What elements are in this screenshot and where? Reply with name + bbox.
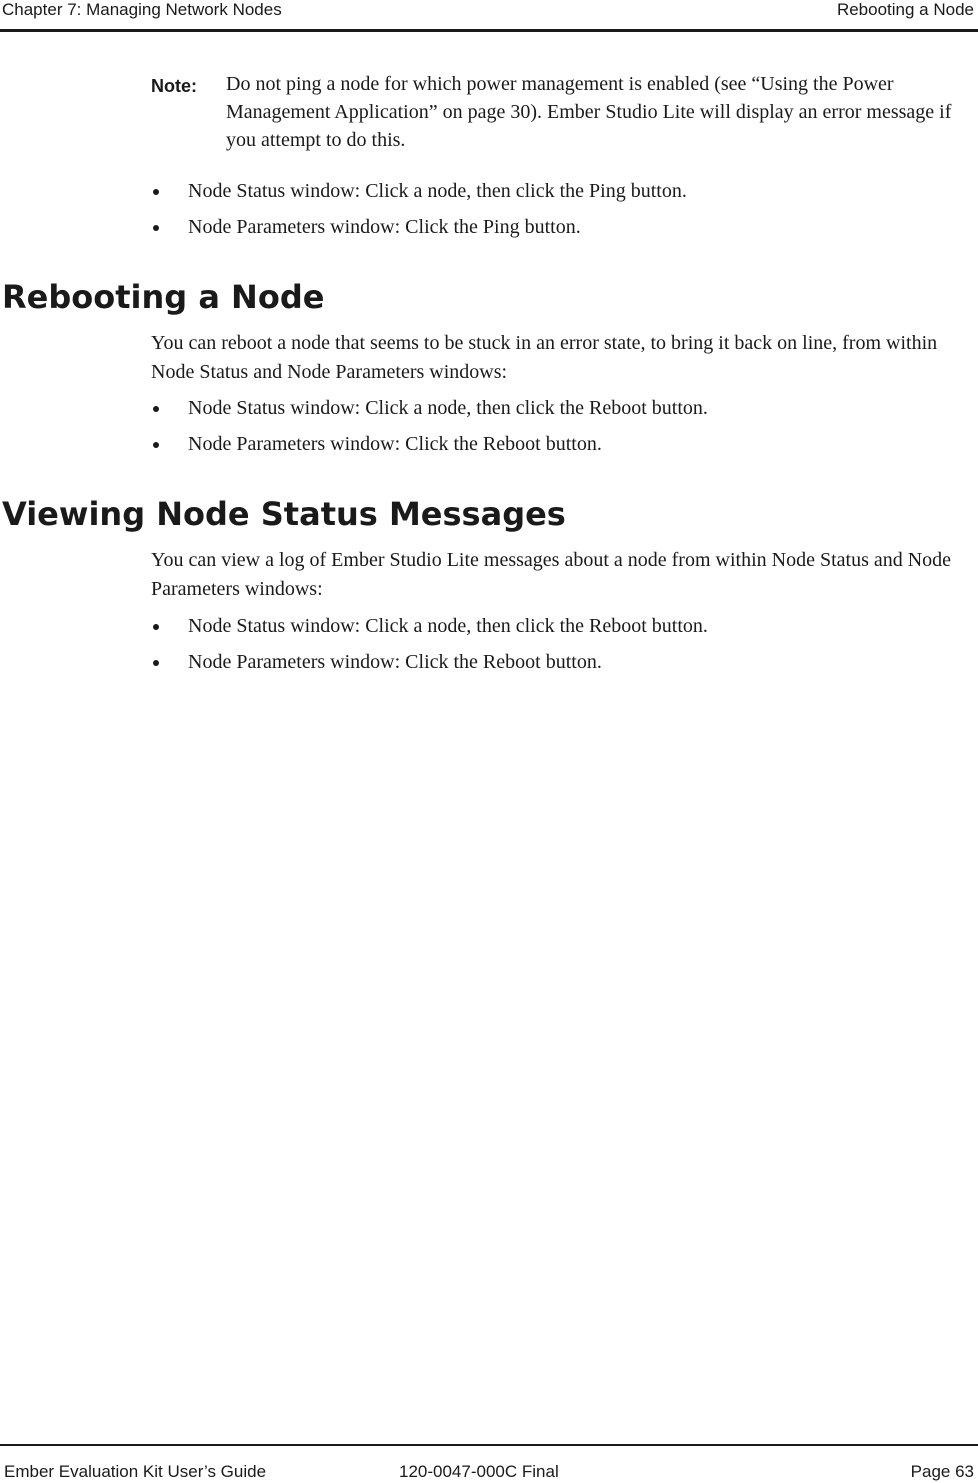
list-item	[151, 395, 971, 431]
section-heading-status-messages: Viewing Node Status Messages	[2, 495, 566, 533]
header-chapter: Chapter 7: Managing Network Nodes	[2, 0, 282, 19]
reboot-body-text: You can reboot a node that seems to be stuck in an error state, to bring it back on line, from within Node Status and Node Parameters windows:	[151, 332, 938, 383]
list-item-text: Node Status window: Click a node, then click the Ping button.	[188, 180, 687, 202]
list-item-text: Node Parameters window: Click the Ping button.	[188, 216, 581, 238]
footer-guide-title: Ember Evaluation Kit User’s Guide	[4, 1462, 267, 1481]
bullet-icon	[153, 225, 159, 231]
status-bullet-list	[151, 613, 971, 685]
note-label: Note:	[151, 76, 197, 96]
footer-page-number: Page 63	[910, 1462, 974, 1481]
list-item	[151, 178, 971, 214]
list-item	[151, 613, 971, 649]
list-item-text: Node Parameters window: Click the Reboot button.	[188, 433, 602, 455]
bullet-icon	[153, 660, 159, 666]
bullet-icon	[153, 189, 159, 195]
ping-bullet-list	[151, 178, 971, 250]
list-item-text: Node Status window: Click a node, then click the Reboot button.	[188, 615, 708, 637]
status-body-text: You can view a log of Ember Studio Lite messages about a node from within Node Status and Node Parameters windows:	[151, 549, 952, 600]
note-block	[151, 70, 971, 154]
section-heading-rebooting: Rebooting a Node	[2, 278, 325, 316]
list-item-text: Node Status window: Click a node, then click the Reboot button.	[188, 397, 708, 419]
bullet-icon	[153, 624, 159, 630]
list-item-text: Node Parameters window: Click the Reboot button.	[188, 651, 602, 673]
page-header	[0, 0, 978, 32]
list-item	[151, 431, 971, 467]
header-section: Rebooting a Node	[836, 0, 974, 19]
footer-doc-id: 120-0047-000C Final	[399, 1462, 559, 1481]
reboot-bullet-list	[151, 395, 971, 467]
bullet-icon	[153, 406, 159, 412]
list-item	[151, 649, 971, 685]
page-footer	[0, 1444, 978, 1481]
bullet-icon	[153, 442, 159, 448]
note-text: Do not ping a node for which power management is enabled (see “Using the Power Management Application” on page 30). Ember Studio Lite will display an error message if you attempt to do this.	[226, 73, 952, 151]
list-item	[151, 214, 971, 250]
